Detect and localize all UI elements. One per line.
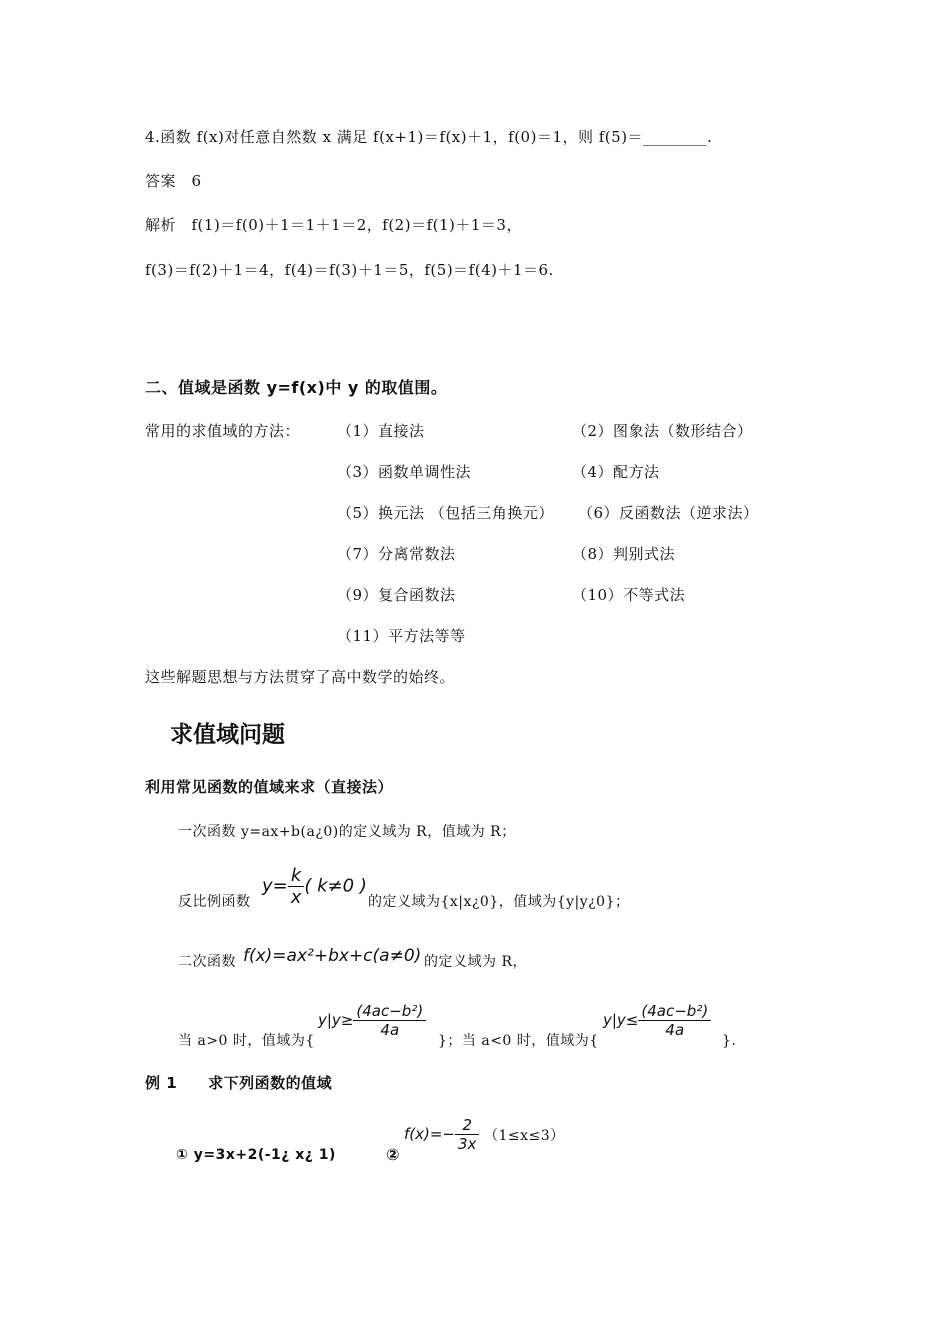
quadratic-case1-numerator: (4ac−b²) — [353, 1002, 426, 1021]
method-2: （2）图象法（数形结合） — [572, 422, 753, 440]
quadratic-case1-lhs: y|y≥ — [318, 1011, 354, 1029]
quadratic-prefix: 二次函数 — [178, 954, 236, 970]
method-10: （10）不等式法 — [572, 586, 686, 604]
problem4-question: 4.函数 f(x)对任意自然数 x 满足 f(x+1)＝f(x)＋1，f(0)＝1，则 f(5)＝________. — [145, 128, 713, 146]
example1-item1: ① y=3x+2(-1¿ x¿ 1) — [176, 1147, 336, 1163]
inverse-function-suffix: 的定义域为{x|x¿0}，值域为{y|y¿0}； — [368, 894, 630, 910]
linear-function-line: 一次函数 y=ax+b(a¿0)的定义域为 R，值域为 R； — [178, 824, 516, 840]
example1-item2-numerator: 2 — [455, 1116, 479, 1135]
problem4-analysis-1: 解析 f(1)＝f(0)＋1＝1＋1＝2，f(2)＝f(1)＋1＝3， — [145, 216, 522, 234]
method-5: （5）换元法 （包括三角换元） — [337, 504, 554, 522]
quadratic-case2-numerator: (4ac−b²) — [638, 1002, 711, 1021]
inverse-function-formula — [262, 865, 367, 908]
section2-heading: 二、值域是函数 y=f(x)中 y 的取值围。 — [145, 378, 448, 397]
problem4-analysis-2: f(3)＝f(2)＋1＝4，f(4)＝f(3)＋1＝5，f(5)＝f(4)＋1＝6. — [145, 261, 554, 279]
methods-intro: 常用的求值域的方法： — [145, 422, 301, 440]
example1-item2-lhs: f(x)=− — [404, 1125, 455, 1143]
method-4: （4）配方法 — [572, 463, 660, 481]
quadratic-case2-lhs: y|y≤ — [603, 1011, 639, 1029]
example1-item2-denominator: 3x — [458, 1135, 477, 1153]
method-6: （6）反函数法（逆求法） — [578, 504, 759, 522]
inverse-denominator: x — [290, 887, 302, 908]
quadratic-case2-denominator: 4a — [665, 1021, 685, 1039]
quadratic-case1-close: }；当 a<0 时，值域为{ — [438, 1033, 599, 1049]
example1-item2-formula — [404, 1116, 479, 1153]
inverse-lhs: y= — [262, 875, 288, 897]
method-11: （11）平方法等等 — [337, 627, 466, 645]
quadratic-case2-formula — [603, 1002, 711, 1039]
method-8: （8）判别式法 — [572, 545, 676, 563]
quadratic-case2-close: }. — [722, 1033, 737, 1049]
example1-item2-condition: （1≤x≤3） — [484, 1128, 565, 1144]
method-7: （7）分离常数法 — [337, 545, 456, 563]
methods-conclusion: 这些解题思想与方法贯穿了高中数学的始终。 — [145, 668, 456, 686]
method-9: （9）复合函数法 — [337, 586, 456, 604]
quadratic-case1-denominator: 4a — [380, 1021, 400, 1039]
inverse-numerator: k — [288, 865, 305, 887]
problem4-answer: 答案 6 — [145, 172, 202, 190]
inverse-condition: ( k≠0 ) — [304, 875, 367, 897]
quadratic-case1-formula — [318, 1002, 426, 1039]
range-problems-subtitle: 利用常见函数的值域来求（直接法） — [145, 778, 394, 796]
example1-label: 例 1 求下列函数的值域 — [145, 1074, 333, 1092]
quadratic-suffix: 的定义域为 R， — [424, 954, 527, 970]
range-problems-title: 求值域问题 — [170, 722, 285, 748]
method-3: （3）函数单调性法 — [337, 463, 472, 481]
quadratic-case1-prefix: 当 a>0 时，值域为{ — [178, 1033, 315, 1049]
inverse-function-prefix: 反比例函数 — [178, 894, 251, 910]
method-1: （1）直接法 — [337, 422, 425, 440]
quadratic-formula: f(x)=ax²+bx+c(a≠0) — [243, 946, 422, 966]
example1-item2-marker: ② — [386, 1145, 401, 1164]
